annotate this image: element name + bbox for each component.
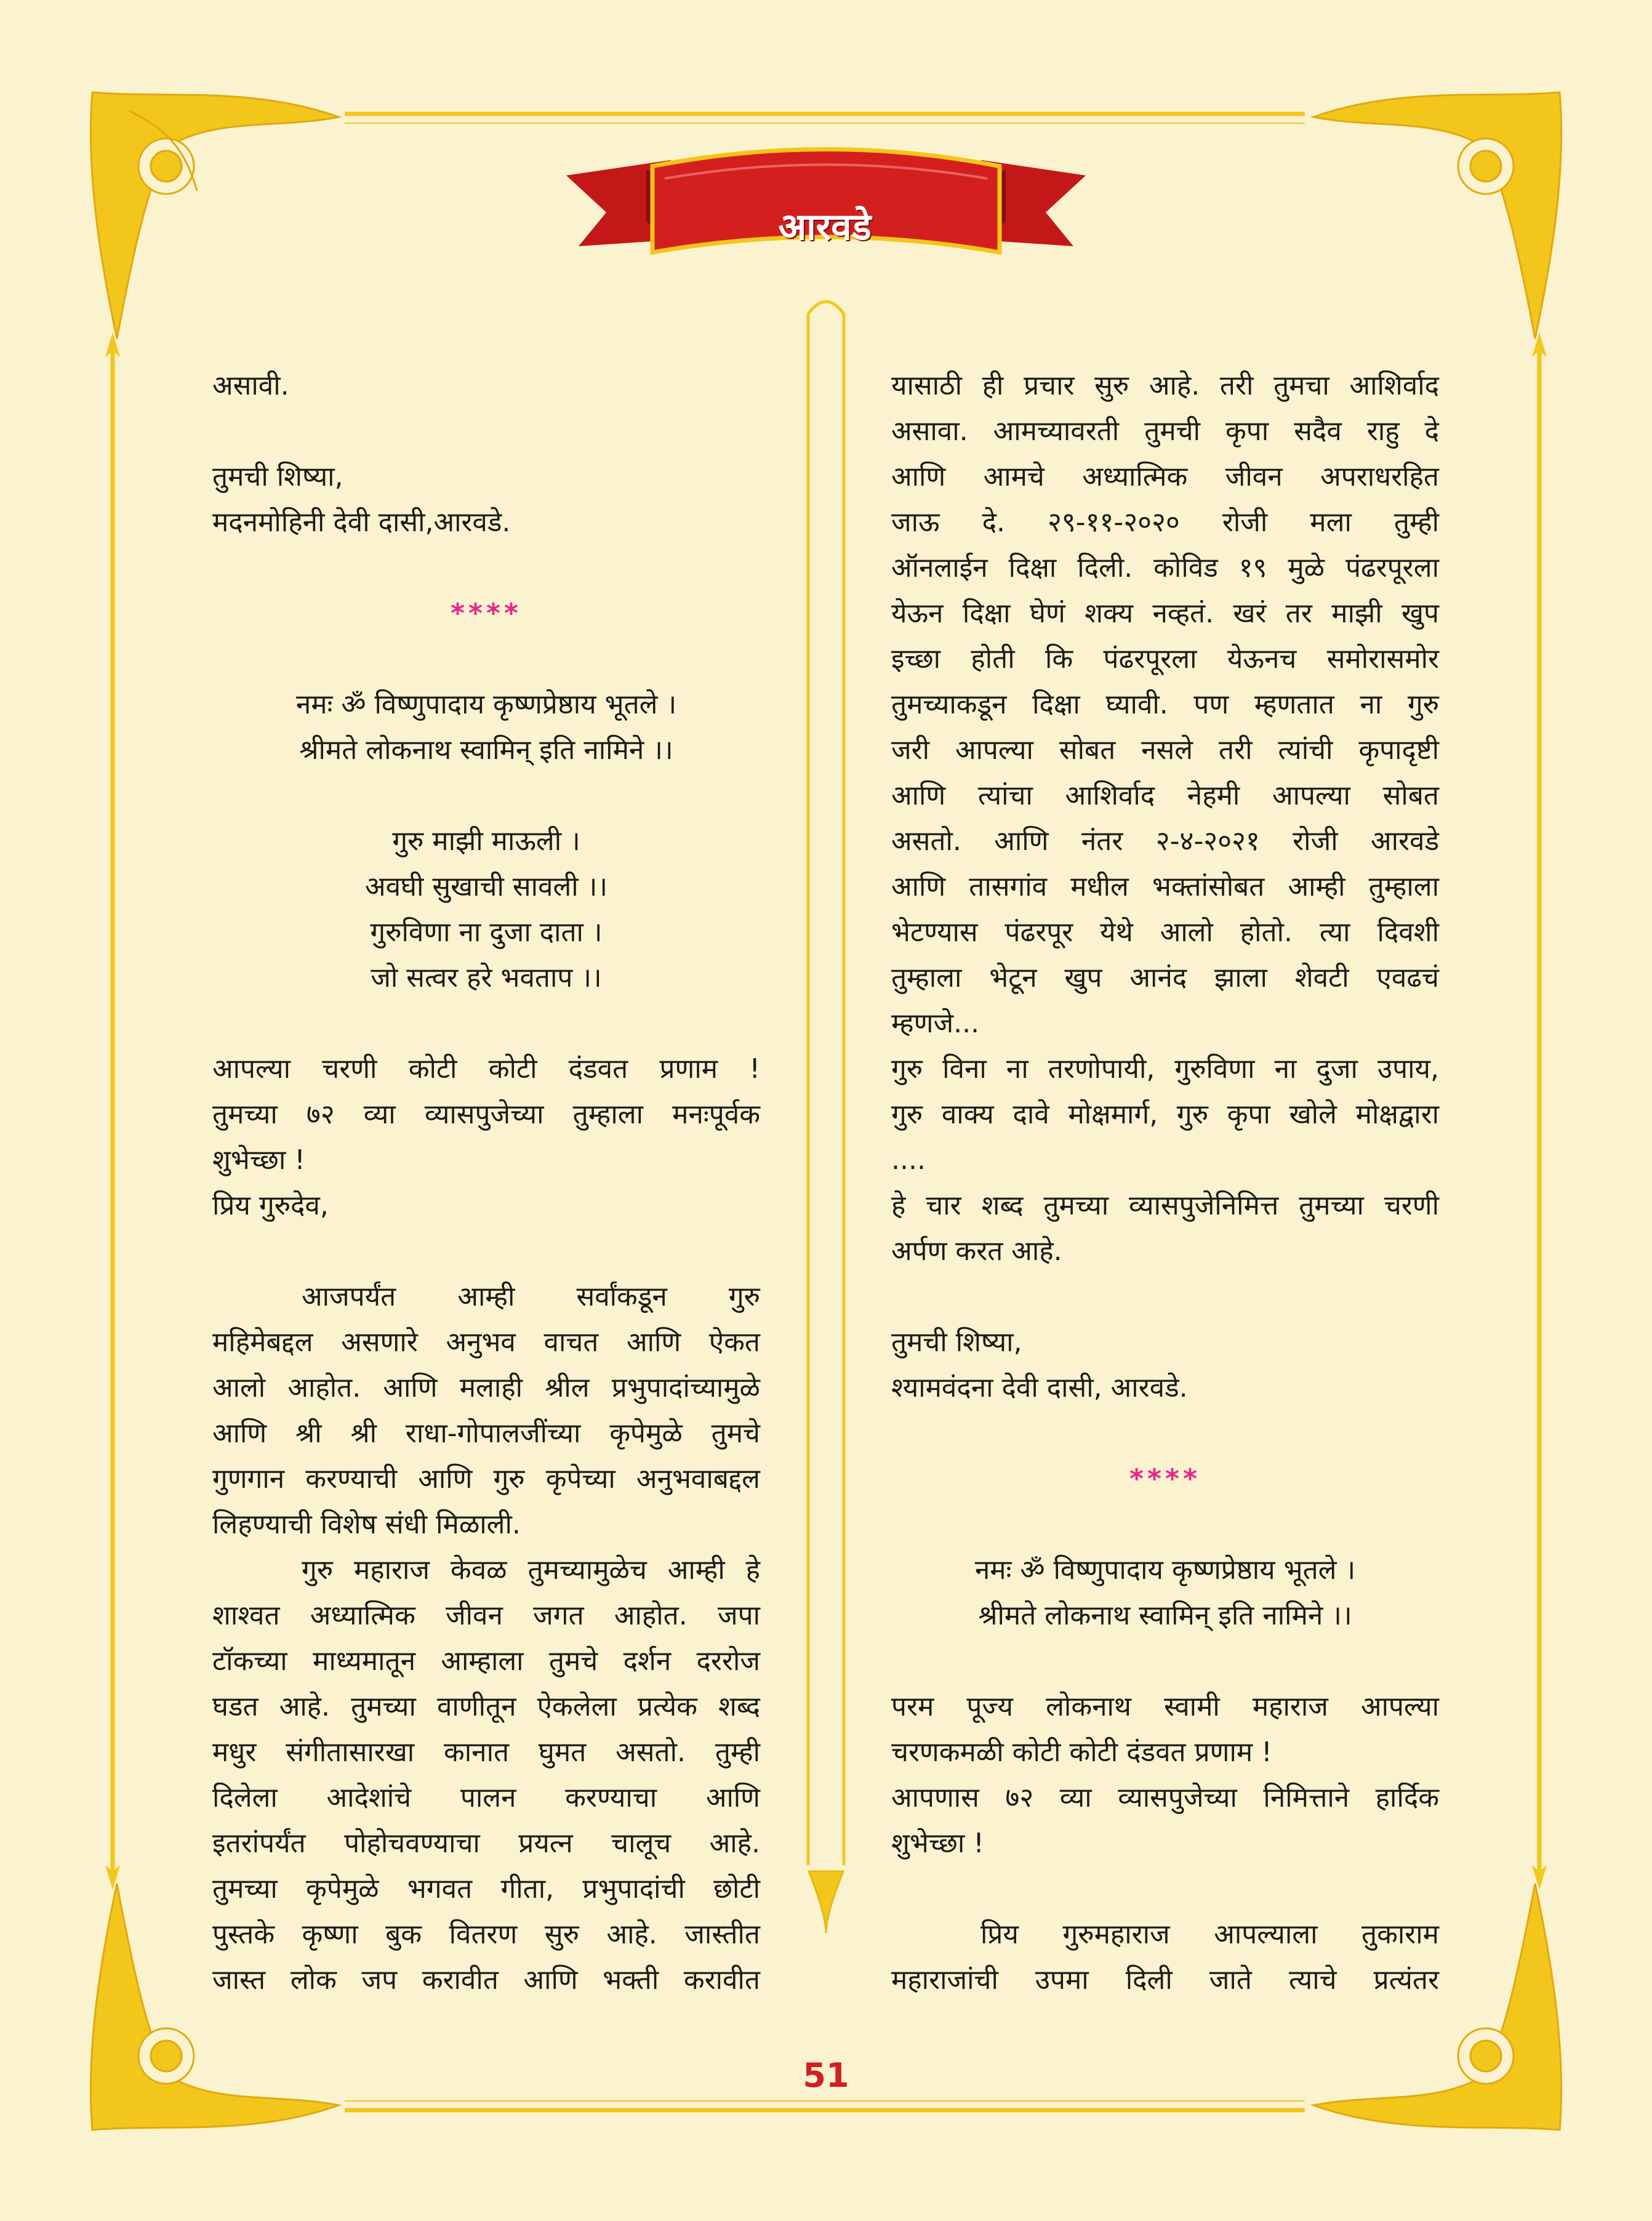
text-line: तुमच्याकडून दिक्षा घ्यावी. पण म्हणतात ना गुरु [891,689,1439,720]
text-line: श्यामवंदना देवी दासी, आरवडे. [891,1372,1188,1404]
text-line: अर्पण करत आहे. [891,1235,1062,1267]
text-line: आणि तासगांव मधील भक्तांसोबत आम्ही तुम्हाला [891,871,1439,902]
text-line: महिमेबद्दल असणारे अनुभव वाचत आणि ऐकत [212,1327,760,1358]
text-line: यासाठी ही प्रचार सुरु आहे. तरी तुमचा आशिर्वाद [891,370,1439,401]
text-line: भेटण्यास पंढरपूर येथे आलो होतो. त्या दिवशी [891,917,1439,948]
text-line: ऑनलाईन दिक्षा दिली. कोविड १९ मुळे पंढरपूरला [891,552,1439,584]
verse-line: गुरुविणा ना दुजा दाता । [370,917,603,948]
text-line: आणि त्यांचा आशिर्वाद नेहमी आपल्या सोबत [891,780,1439,811]
text-line: असावी. [212,370,289,401]
divider-tip-icon [809,1871,843,1933]
text-line: इतरांपर्यंत पोहोचवण्याचा प्रयत्न चालूच आहे. [212,1828,760,1859]
text-line: महाराजांची उपमा दिली जाते त्याचे प्रत्यंतर [891,1964,1439,1996]
text-line: टॉकच्या माध्यमातून आम्हाला तुमचे दर्शन दररोज [212,1645,760,1677]
text-line: आपणास ७२ व्या व्यासपुजेच्या निमित्ताने हार्दिक [891,1782,1439,1813]
text-line: येऊन दिक्षा घेणं शक्य नव्हतं. खरं तर माझी खुप [891,598,1439,629]
column-divider [808,302,844,1865]
text-line: परम पूज्य लोकनाथ स्वामी महाराज आपल्या [891,1691,1439,1722]
verse-line: नमः ॐ विष्णुपादाय कृष्णप्रेष्ठाय भूतले । [295,689,677,720]
separator-stars: **** [450,598,523,629]
page-title: आरवडे [778,206,872,249]
text-line: आजपर्यंत आम्ही सर्वांकडून गुरु [302,1281,760,1312]
text-line: प्रिय गुरुमहाराज आपल्याला तुकाराम [980,1919,1439,1950]
text-line: आपल्या चरणी कोटी कोटी दंडवत प्रणाम ! [212,1053,760,1085]
text-line: दिलेला आदेशांचे पालन करण्याचा आणि [212,1782,760,1813]
verse-line: नमः ॐ विष्णुपादाय कृष्णप्रेष्ठाय भूतले । [974,1554,1356,1586]
text-line: असतो. आणि नंतर २-४-२०२१ रोजी आरवडे [891,825,1439,857]
verse-line: अवघी सुखाची सावली ।। [364,871,608,902]
text-line: म्हणजे... [891,1008,980,1039]
separator-stars: **** [1129,1463,1201,1495]
text-line: शाश्वत अध्यात्मिक जीवन जगत आहोत. जपा [212,1600,760,1631]
text-line: हे चार शब्द तुमच्या व्यासपुजेनिमित्त तुमच्या चरणी [891,1190,1439,1221]
text-line: असावा. आमच्यावरती तुमची कृपा सदैव राहु दे [891,416,1439,447]
text-line: गुणगान करण्याची आणि गुरु कृपेच्या अनुभवाबद्दल [212,1463,760,1495]
text-line: जास्त लोक जप करावीत आणि भक्ती करावीत [212,1964,760,1996]
text-line: घडत आहे. तुमच्या वाणीतून ऐकलेला प्रत्येक शब्द [212,1691,760,1722]
text-line: तुमची शिष्या, [212,461,343,492]
text-line: जरी आपल्या सोबत नसले तरी त्यांची कृपादृष्टी [891,734,1439,766]
text-line: शुभेच्छा ! [891,1828,984,1859]
verse-line: जो सत्वर हरे भवताप ।। [371,962,602,994]
text-line: गुरु महाराज केवळ तुमच्यामुळेच आम्ही हे [302,1554,760,1586]
verse-line: श्रीमते लोकनाथ स्वामिन् इति नामिने ।। [299,734,673,766]
page-number: 51 [803,2056,849,2095]
text-line: .... [891,1144,926,1176]
right-column [891,363,1439,2003]
text-line: लिहण्याची विशेष संधी मिळाली. [212,1509,521,1540]
text-line: शुभेच्छा ! [212,1144,305,1176]
left-column [212,363,760,2003]
text-line: चरणकमळी कोटी कोटी दंडवत प्रणाम ! [891,1737,1272,1768]
text-line: गुरु वाक्य दावे मोक्षमार्ग, गुरु कृपा खोले मोक्षद्वारा [891,1099,1439,1130]
text-line: जाऊ दे. २९-११-२०२० रोजी मला तुम्ही [891,507,1439,538]
text-line: तुमच्या ७२ व्या व्यासपुजेच्या तुम्हाला मनःपूर्वक [212,1099,760,1130]
verse-line: गुरु माझी माऊली । [392,825,580,857]
text-line: आणि आमचे अध्यात्मिक जीवन अपराधरहित [891,461,1439,492]
verse-line: श्रीमते लोकनाथ स्वामिन् इति नामिने ।। [978,1600,1352,1631]
text-line: तुम्हाला भेटून खुप आनंद झाला शेवटी एवढचं [891,962,1439,994]
text-line: आणि श्री श्री राधा-गोपालजींच्या कृपेमुळे तुमचे [212,1418,760,1449]
text-line: प्रिय गुरुदेव, [212,1190,329,1221]
text-line: तुमची शिष्या, [891,1327,1022,1358]
text-line: मदनमोहिनी देवी दासी,आरवडे. [212,507,511,538]
text-line: गुरु विना ना तरणोपायी, गुरुविणा ना दुजा उपाय, [891,1053,1439,1085]
text-line: पुस्तके कृष्णा बुक वितरण सुरु आहे. जास्तीत [212,1919,760,1950]
text-line: तुमच्या कृपेमुळे भगवत गीता, प्रभुपादांची छोटी [212,1873,760,1905]
text-line: मधुर संगीतासारखा कानात घुमत असतो. तुम्ही [212,1737,760,1768]
text-line: इच्छा होती कि पंढरपूरला येऊनच समोरासमोर [891,643,1439,675]
text-line: आलो आहोत. आणि मलाही श्रील प्रभुपादांच्यामुळे [212,1372,760,1404]
